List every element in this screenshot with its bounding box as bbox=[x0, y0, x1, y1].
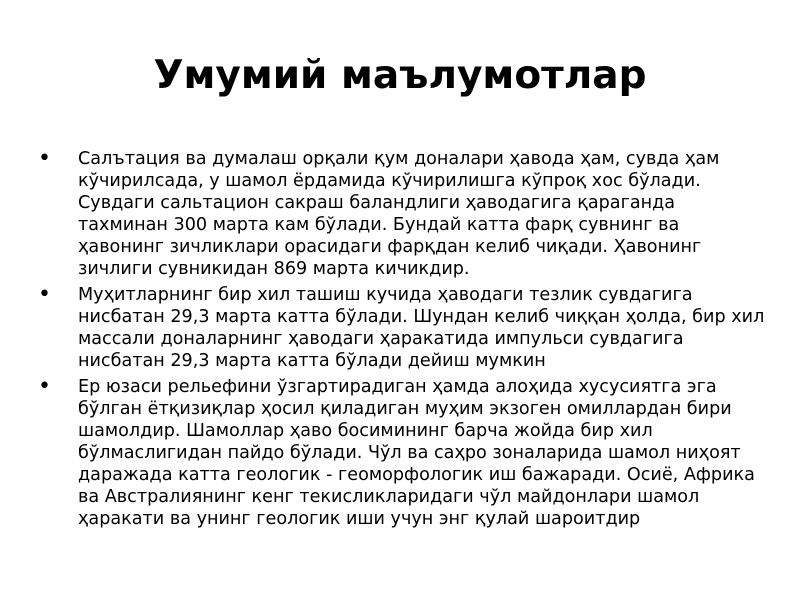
bullet-item bbox=[38, 148, 768, 280]
bullet-text: Муҳитларнинг бир хил ташиш кучида ҳаводаги тезлик сувдагига нисбатан 29,3 марта катта бўлади. Шундан келиб чиққан ҳолда, бир хил массали доналарнинг ҳаводаги ҳаракатида импульси сувдагига нисбатан 29,3 марта катта бўлади дейиш мумкин bbox=[78, 285, 765, 371]
bullet-item bbox=[38, 376, 768, 530]
bullet-dot-icon: • bbox=[38, 374, 51, 399]
bullet-item bbox=[38, 284, 768, 372]
bullet-dot-icon: • bbox=[38, 146, 51, 171]
bullet-text: Салътация ва думалаш орқали қум доналари ҳавода ҳам, сувда ҳам кўчирилсада, у шамол ёрдамида кўчирилишга кўпроқ хос бўлади. Сувдаги сальтацион сакраш баландлиги ҳаводагига қараганда тахминан 300 марта кам бўлади. Бундай катта фарқ сувнинг ва ҳавонинг зичликлари орасидаги фарқдан келиб чиқади. Ҳавонинг зичлиги сувникидан 869 марта кичикдир. bbox=[78, 149, 720, 279]
bullet-list bbox=[38, 148, 768, 534]
bullet-text: Ер юзаси рельефини ўзгартирадиган ҳамда алоҳида хусусиятга эга бўлган ётқизиқлар ҳосил қиладиган муҳим экзоген омиллардан бири шамолдир. Шамоллар ҳаво босимининг барча жойда бир хил бўлмаслигидан пайдо бўлади. Чўл ва саҳро зоналарида шамол ниҳоят даражада катта геологик - геоморфологик иш бажаради. Осиё, Африка ва Австралиянинг кенг текисликларидаги чўл майдонлари шамол ҳаракати ва унинг геологик иши учун энг қулай шароитдир bbox=[78, 377, 755, 529]
slide-title: Умумий маълумотлар bbox=[153, 53, 647, 98]
bullet-dot-icon: • bbox=[38, 282, 51, 307]
